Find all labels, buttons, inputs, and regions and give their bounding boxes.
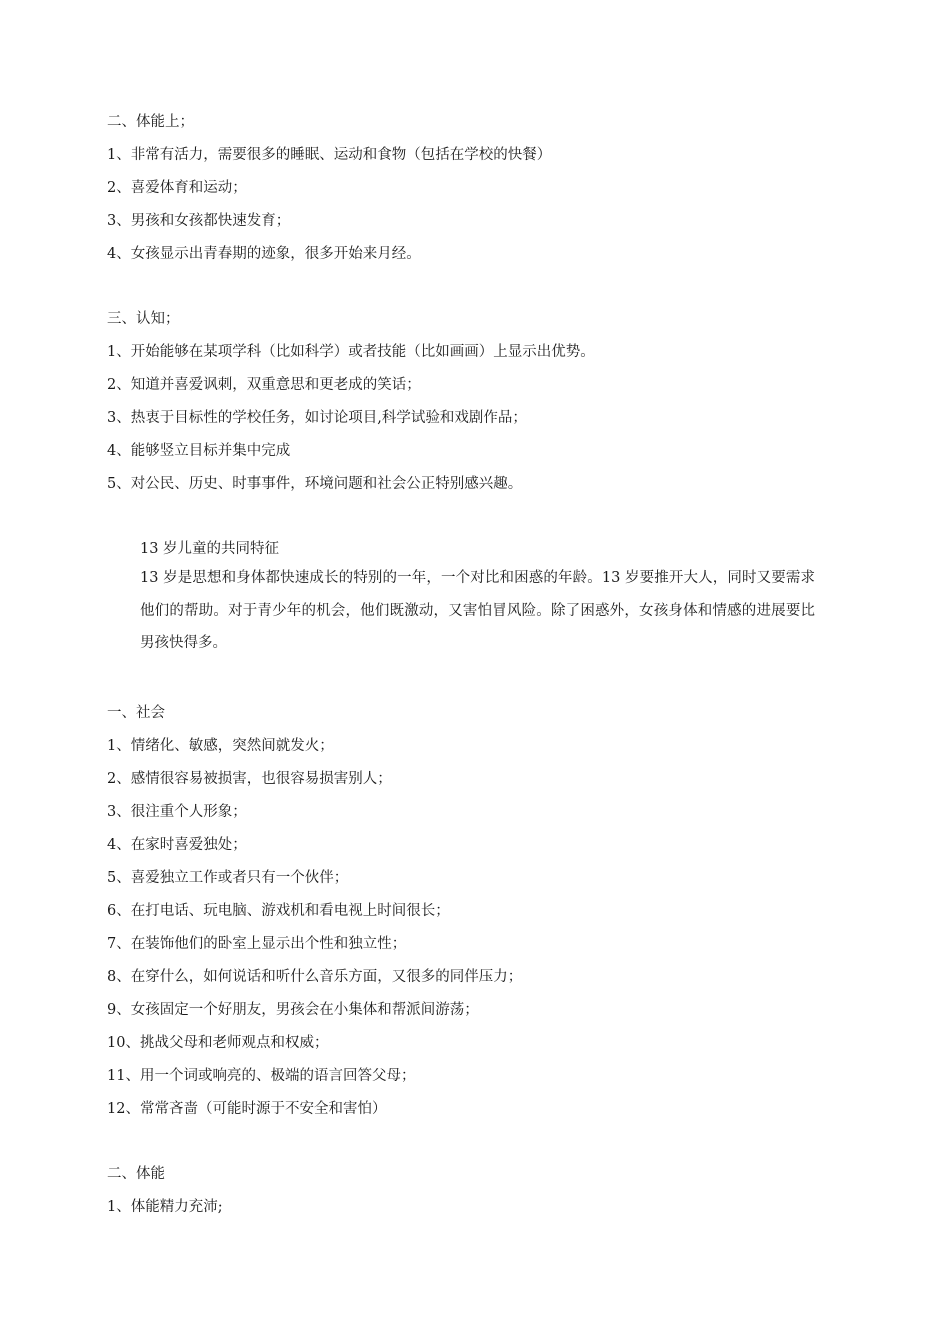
list-item: 3、男孩和女孩都快速发育； xyxy=(107,213,291,229)
section-heading-social: 一、社会 xyxy=(107,705,165,721)
list-item: 1、非常有活力，需要很多的睡眠、运动和食物（包括在学校的快餐） xyxy=(107,147,552,163)
age13-title: 13 岁儿童的共同特征 xyxy=(140,541,280,557)
list-item: 12、常常吝啬（可能时源于不安全和害怕） xyxy=(107,1101,387,1117)
list-item: 5、对公民、历史、时事事件，环境问题和社会公正特别感兴趣。 xyxy=(107,476,523,492)
list-item: 2、喜爱体育和运动； xyxy=(107,180,247,196)
section-heading-cognitive: 三、认知； xyxy=(107,311,180,327)
list-item: 1、体能精力充沛; xyxy=(107,1199,223,1215)
list-item: 7、在装饰他们的卧室上显示出个性和独立性； xyxy=(107,936,407,952)
list-item: 5、喜爱独立工作或者只有一个伙伴； xyxy=(107,870,349,886)
list-item: 6、在打电话、玩电脑、游戏机和看电视上时间很长； xyxy=(107,903,450,919)
list-item: 4、女孩显示出青春期的迹象，很多开始来月经。 xyxy=(107,246,421,262)
section-heading-physical: 二、体能上； xyxy=(107,114,194,130)
age13-paragraph: 13 岁是思想和身体都快速成长的特别的一年，一个对比和困惑的年龄。13 岁要推开大人，同时又要需求他们的帮助。对于青少年的机会，他们既激动，又害怕冒风险。除了困惑外，女孩身体和情感的进展要比男孩快得多。 xyxy=(140,570,815,651)
list-item: 1、情绪化、敏感，突然间就发火； xyxy=(107,738,334,754)
list-item: 4、能够竖立目标并集中完成 xyxy=(107,443,291,459)
list-item: 3、很注重个人形象； xyxy=(107,804,247,820)
list-item: 3、热衷于目标性的学校任务，如讨论项目,科学试验和戏剧作品； xyxy=(107,410,527,426)
list-item: 2、感情很容易被损害，也很容易损害别人； xyxy=(107,771,392,787)
list-item: 1、开始能够在某项学科（比如科学）或者技能（比如画画）上显示出优势。 xyxy=(107,344,595,360)
list-item: 10、挑战父母和老师观点和权威； xyxy=(107,1035,329,1051)
list-item: 9、女孩固定一个好朋友，男孩会在小集体和帮派间游荡； xyxy=(107,1002,479,1018)
list-item: 2、知道并喜爱讽刺，双重意思和更老成的笑话； xyxy=(107,377,421,393)
list-item: 4、在家时喜爱独处； xyxy=(107,837,247,853)
list-item: 8、在穿什么，如何说话和听什么音乐方面，又很多的同伴压力； xyxy=(107,969,523,985)
list-item: 11、用一个词或响亮的、极端的语言回答父母； xyxy=(107,1068,416,1084)
section-heading-physical-2: 二、体能 xyxy=(107,1166,165,1182)
